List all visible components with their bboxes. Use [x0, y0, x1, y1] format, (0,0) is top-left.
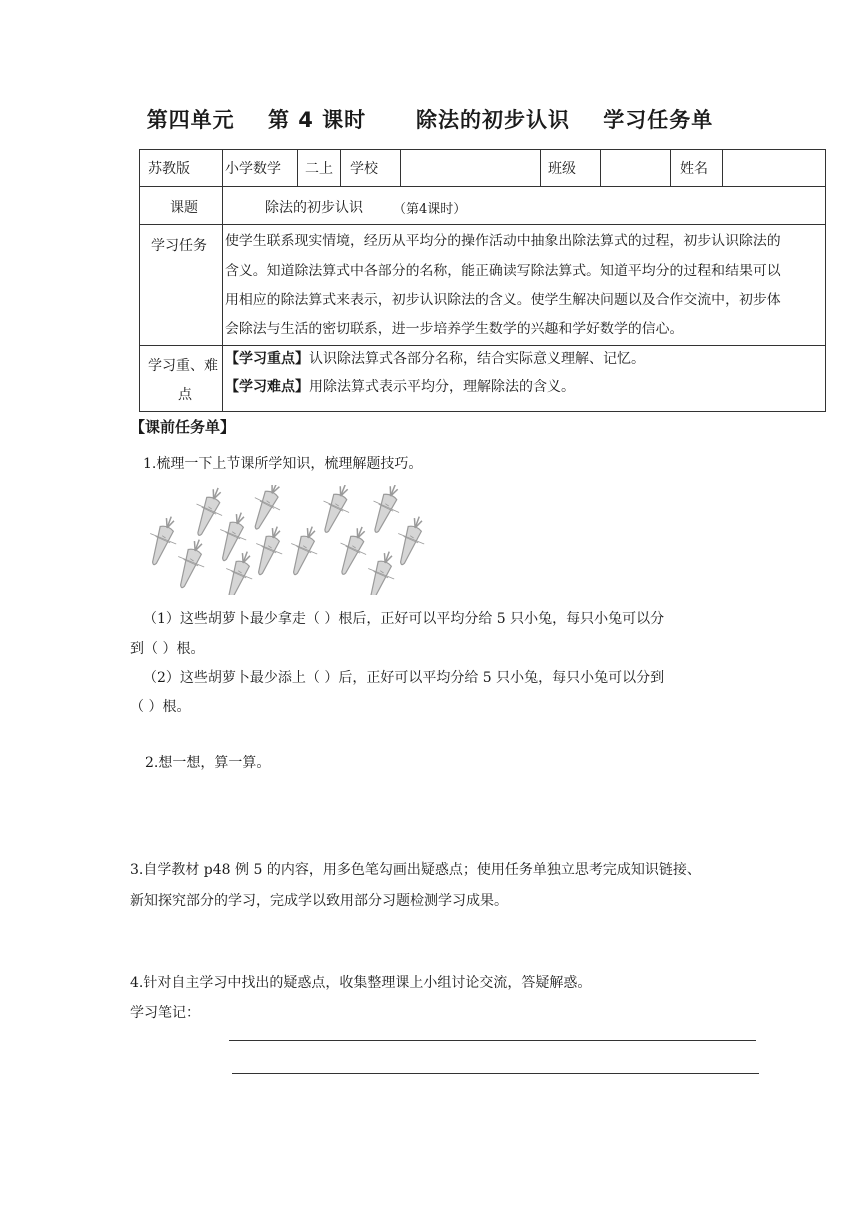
- difficulty-text: 用除法算式表示平均分，理解除法的含义。: [309, 379, 575, 395]
- carrot-icon: [186, 485, 231, 540]
- focus-line: [225, 348, 645, 368]
- focus-text: 认识除法算式各部分名称，结合实际意义理解、记忆。: [309, 351, 645, 367]
- name-label: 姓名: [680, 161, 708, 177]
- title-sheet: 学习任务单: [603, 108, 714, 132]
- task-line: 含义。知道除法算式中各部分的名称，能正确读写除法算式。知道平均分的过程和结果可以: [225, 263, 781, 279]
- focus-tag: 【学习重点】: [225, 351, 309, 367]
- question-1-cont: 到（ ）根。: [130, 641, 205, 657]
- difficulty-tag: 【学习难点】: [225, 379, 309, 395]
- publisher-cell: 苏教版: [148, 161, 190, 177]
- task-line: 用相应的除法算式来表示，初步认识除法的含义。使学生解决问题以及合作交流中，初步体: [225, 292, 781, 308]
- name-field[interactable]: [727, 158, 822, 178]
- key-label: 学习重、难: [148, 358, 218, 374]
- grade-cell: 二上: [305, 161, 333, 177]
- topic-value: 除法的初步认识: [265, 200, 363, 216]
- class-field[interactable]: [605, 158, 665, 178]
- topic-label: 课题: [170, 200, 198, 216]
- carrot-icon: [243, 485, 289, 535]
- class-label: 班级: [548, 161, 576, 177]
- school-field[interactable]: [405, 158, 535, 178]
- title-unit: 第四单元: [146, 108, 235, 132]
- difficulty-line: [225, 376, 575, 396]
- notes-line[interactable]: [232, 1073, 759, 1074]
- key-label-cont: 点: [178, 387, 192, 403]
- lesson-note: （第4课时）: [393, 202, 467, 217]
- question-2: （2）这些胡萝卜最少添上（ ）后，正好可以平均分给 5 只小兔，每只小兔可以分到: [143, 670, 665, 686]
- carrot-icon: [247, 522, 291, 580]
- carrot-icon: [282, 522, 326, 580]
- item-4: 4.针对自主学习中找出的疑惑点，收集整理课上小组讨论交流，答疑解惑。: [130, 975, 592, 991]
- task-line: 使学生联系现实情境，经历从平均分的操作活动中抽象出除法算式的过程，初步认识除法的: [225, 233, 781, 249]
- question-1: （1）这些胡萝卜最少拿走（ ）根后，正好可以平均分给 5 只小兔，每只小兔可以分: [143, 611, 665, 627]
- question-2-cont: （ ）根。: [130, 699, 191, 715]
- pretask-heading: 【课前任务单】: [130, 418, 236, 436]
- subject-cell: 小学数学: [225, 161, 281, 177]
- carrot-icon: [389, 512, 433, 570]
- item-3-cont: 新知探究部分的学习，完成学以致用部分习题检测学习成果。: [130, 893, 508, 909]
- carrots-illustration: [140, 485, 440, 595]
- notes-label: 学习笔记：: [130, 1005, 200, 1021]
- item-3: 3.自学教材 p48 例 5 的内容，用多色笔勾画出疑惑点；使用任务单独立思考完成知识链接、: [130, 862, 701, 878]
- item-1: 1.梳理一下上节课所学知识，梳理解题技巧。: [143, 456, 423, 472]
- carrot-icon: [313, 485, 358, 537]
- carrot-icon: [330, 522, 375, 580]
- carrot-icon: [363, 485, 408, 537]
- task-label: 学习任务: [151, 238, 207, 254]
- title-lesson: 第 4 课时: [267, 108, 367, 132]
- carrot-icon: [211, 508, 255, 566]
- school-label: 学校: [350, 161, 378, 177]
- carrot-icon: [141, 512, 185, 570]
- notes-line[interactable]: [229, 1040, 756, 1041]
- task-line: 会除法与生活的密切联系，进一步培养学生数学的兴趣和学好数学的信心。: [225, 321, 684, 337]
- item-2: 2.想一想，算一算。: [145, 755, 271, 771]
- title-topic: 除法的初步认识: [416, 108, 571, 132]
